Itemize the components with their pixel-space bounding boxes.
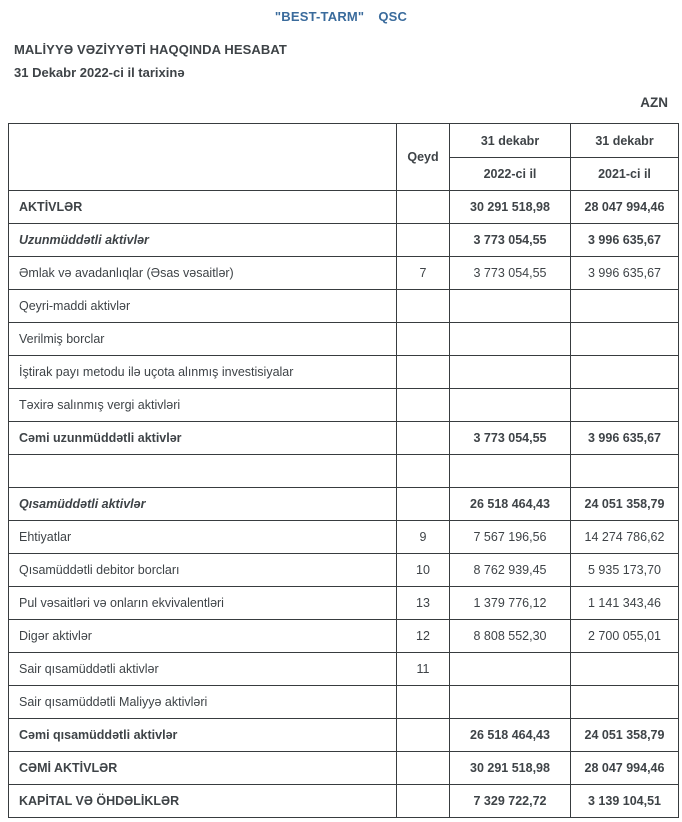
row-note-number: [397, 191, 450, 224]
row-value-2022: [450, 389, 571, 422]
row-label: Pul vəsaitləri və onların ekvivalentləri: [9, 587, 397, 620]
table-row: [9, 191, 679, 224]
row-value-2022: 3 773 054,55: [450, 422, 571, 455]
row-note-number: 10: [397, 554, 450, 587]
row-value-2022: [450, 290, 571, 323]
row-value-2021: [571, 389, 679, 422]
row-value-2022: [450, 686, 571, 719]
header-2022-year: 2022-ci il: [450, 158, 571, 191]
row-note-number: [397, 224, 450, 257]
row-value-2021: 3 996 635,67: [571, 257, 679, 290]
row-note-number: [397, 389, 450, 422]
row-note-number: 9: [397, 521, 450, 554]
row-value-2022: 8 762 939,45: [450, 554, 571, 587]
row-note-number: 7: [397, 257, 450, 290]
header-2022-date: 31 dekabr: [450, 124, 571, 158]
table-row: [9, 752, 679, 785]
row-value-2021: 3 996 635,67: [571, 422, 679, 455]
header-2021-year: 2021-ci il: [571, 158, 679, 191]
row-label: Qısamüddətli debitor borcları: [9, 554, 397, 587]
company-header: [0, 9, 682, 24]
table-row: [9, 455, 679, 488]
row-value-2022: [450, 653, 571, 686]
currency-label: AZN: [640, 95, 668, 110]
row-label: Əmlak və avadanlıqlar (Əsas vəsaitlər): [9, 257, 397, 290]
row-note-number: 12: [397, 620, 450, 653]
row-note-number: [397, 785, 450, 818]
row-value-2022: [450, 356, 571, 389]
document-title: MALİYYƏ VƏZİYYƏTİ HAQQINDA HESABAT: [14, 42, 287, 57]
table-row: [9, 653, 679, 686]
table-header: [9, 124, 679, 191]
row-label: AKTİVLƏR: [9, 191, 397, 224]
row-label: Cəmi uzunmüddətli aktivlər: [9, 422, 397, 455]
table-row: [9, 488, 679, 521]
row-value-2021: [571, 356, 679, 389]
row-value-2021: 28 047 994,46: [571, 191, 679, 224]
table-row: [9, 620, 679, 653]
row-label: Qeyri-maddi aktivlər: [9, 290, 397, 323]
table-row: [9, 554, 679, 587]
table-row: [9, 389, 679, 422]
row-value-2021: 2 700 055,01: [571, 620, 679, 653]
table-row: [9, 224, 679, 257]
company-suffix: QSC: [378, 9, 408, 24]
row-note-number: [397, 356, 450, 389]
row-value-2022: 3 773 054,55: [450, 257, 571, 290]
row-value-2022: 30 291 518,98: [450, 191, 571, 224]
company-name: "BEST-TARM": [274, 9, 365, 24]
row-value-2022: [450, 323, 571, 356]
row-note-number: [397, 488, 450, 521]
row-value-2021: [571, 686, 679, 719]
row-note-number: [397, 752, 450, 785]
row-note-number: 13: [397, 587, 450, 620]
row-value-2021: [571, 455, 679, 488]
row-label: Sair qısamüddətli aktivlər: [9, 653, 397, 686]
header-qeyd: Qeyd: [397, 124, 450, 191]
row-note-number: [397, 422, 450, 455]
table-row: [9, 257, 679, 290]
document-subtitle: 31 Dekabr 2022-ci il tarixinə: [14, 65, 185, 80]
row-label: İştirak payı metodu ilə uçota alınmış investisiyalar: [9, 356, 397, 389]
table-row: [9, 521, 679, 554]
row-value-2022: 8 808 552,30: [450, 620, 571, 653]
row-value-2021: 28 047 994,46: [571, 752, 679, 785]
row-value-2021: [571, 323, 679, 356]
table-row: [9, 686, 679, 719]
table-row: [9, 323, 679, 356]
table-row: [9, 785, 679, 818]
row-value-2022: 30 291 518,98: [450, 752, 571, 785]
row-label: Ehtiyatlar: [9, 521, 397, 554]
row-label: Qısamüddətli aktivlər: [9, 488, 397, 521]
table-row: [9, 719, 679, 752]
row-value-2021: [571, 290, 679, 323]
row-note-number: [397, 323, 450, 356]
row-value-2022: 1 379 776,12: [450, 587, 571, 620]
row-label: [9, 455, 397, 488]
row-label: Uzunmüddətli aktivlər: [9, 224, 397, 257]
table-row: [9, 587, 679, 620]
row-label: Cəmi qısamüddətli aktivlər: [9, 719, 397, 752]
row-label: Sair qısamüddətli Maliyyə aktivləri: [9, 686, 397, 719]
row-value-2021: 1 141 343,46: [571, 587, 679, 620]
row-label: KAPİTAL VƏ ÖHDƏLİKLƏR: [9, 785, 397, 818]
table-row: [9, 422, 679, 455]
row-value-2021: 3 139 104,51: [571, 785, 679, 818]
row-value-2022: 26 518 464,43: [450, 719, 571, 752]
row-value-2021: 24 051 358,79: [571, 719, 679, 752]
row-value-2022: 7 329 722,72: [450, 785, 571, 818]
row-note-number: 11: [397, 653, 450, 686]
row-note-number: [397, 686, 450, 719]
table-row: [9, 290, 679, 323]
row-value-2022: 3 773 054,55: [450, 224, 571, 257]
header-label-cell: [9, 124, 397, 191]
row-value-2021: 14 274 786,62: [571, 521, 679, 554]
row-value-2022: 7 567 196,56: [450, 521, 571, 554]
row-value-2021: 5 935 173,70: [571, 554, 679, 587]
row-value-2021: [571, 653, 679, 686]
row-label: CƏMİ AKTİVLƏR: [9, 752, 397, 785]
row-value-2021: 3 996 635,67: [571, 224, 679, 257]
table-body: [9, 191, 679, 818]
row-note-number: [397, 455, 450, 488]
header-2021-date: 31 dekabr: [571, 124, 679, 158]
row-label: Verilmiş borclar: [9, 323, 397, 356]
row-value-2021: 24 051 358,79: [571, 488, 679, 521]
row-label: Təxirə salınmış vergi aktivləri: [9, 389, 397, 422]
row-value-2022: 26 518 464,43: [450, 488, 571, 521]
row-note-number: [397, 290, 450, 323]
row-value-2022: [450, 455, 571, 488]
balance-sheet-table: [8, 123, 679, 818]
table-row: [9, 356, 679, 389]
row-note-number: [397, 719, 450, 752]
row-label: Digər aktivlər: [9, 620, 397, 653]
